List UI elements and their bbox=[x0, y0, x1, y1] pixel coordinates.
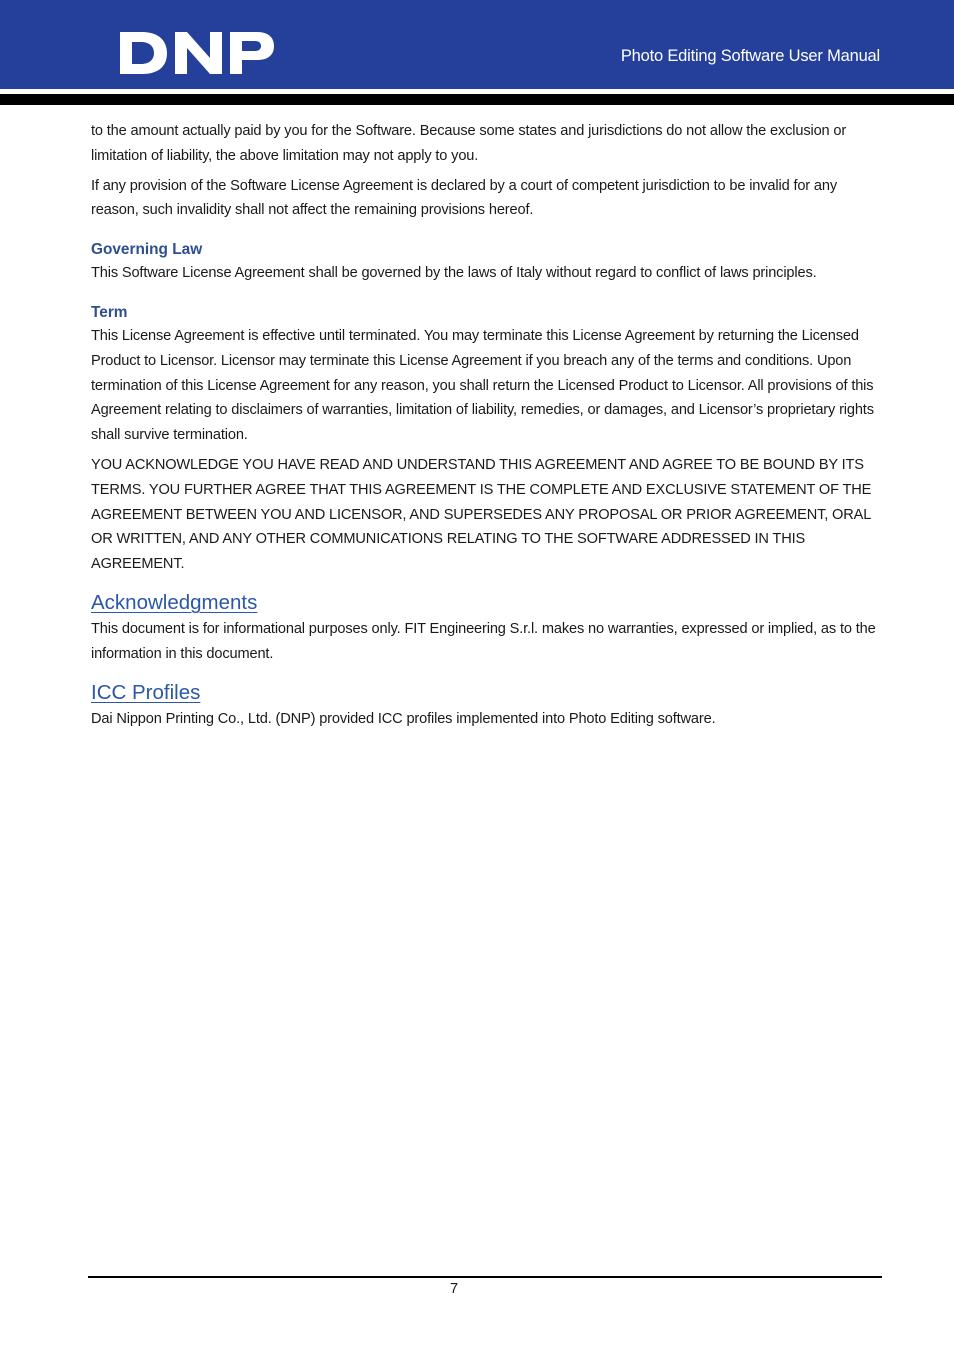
page-header bbox=[0, 0, 954, 89]
page-content bbox=[91, 119, 881, 736]
paragraph-severability: If any provision of the Software License Agreement is declared by a court of competent jurisdiction to be invalid for any reason, such invalidity shall not affect the remaining provisions hereof. bbox=[91, 177, 838, 219]
paragraph-icc-profiles: Dai Nippon Printing Co., Ltd. (DNP) provided ICC profiles implemented into Photo Editing software. bbox=[91, 710, 716, 727]
paragraph-acknowledgments: This document is for informational purposes only. FIT Engineering S.r.l. makes no warranties, expressed or implied, as to the information in this document. bbox=[91, 620, 876, 662]
heading-governing-law: Governing Law bbox=[91, 241, 203, 259]
paragraph-liability: to the amount actually paid by you for the Software. Because some states and jurisdictions do not allow the exclusion or limitation of liability, the above limitation may not apply to you. bbox=[91, 123, 847, 164]
heading-icc-profiles[interactable]: ICC Profiles bbox=[91, 680, 201, 704]
paragraph-governing-law: This Software License Agreement shall be governed by the laws of Italy without regard to conflict of laws principles. bbox=[91, 265, 817, 282]
footer-divider bbox=[88, 1276, 882, 1278]
heading-term: Term bbox=[91, 303, 128, 321]
heading-acknowledgments[interactable]: Acknowledgments bbox=[91, 590, 258, 614]
paragraph-term: This License Agreement is effective until terminated. You may terminate this License Agreement by returning the Licensed Product to Licensor. Licensor may terminate this License Agreement if you breach any of the terms and conditions. Upon termination of this License Agreement for any reason, you shall return the Licensed Product to Licensor. All provisions of this Agreement relating to disclaimers of warranties, limitation of liability, remedies, or damages, and Licensor’s proprietary rights shall survive termination. bbox=[91, 327, 874, 444]
document-title: Photo Editing Software User Manual bbox=[620, 47, 880, 65]
header-divider-thin bbox=[0, 89, 954, 93]
page-number: 7 bbox=[449, 1281, 459, 1297]
header-divider-thick bbox=[0, 94, 954, 105]
paragraph-acknowledge-caps: YOU ACKNOWLEDGE YOU HAVE READ AND UNDERSTAND THIS AGREEMENT AND AGREE TO BE BOUND BY ITS TERMS. YOU FURTHER AGREE THAT THIS AGREEMENT IS THE COMPLETE AND EXCLUSIVE STATEMENT OF THE AGREEMENT BETWEEN YOU AND LICENSOR, AND SUPERSEDES ANY PROPOSAL OR PRIOR AGREEMENT, ORAL OR WRITTEN, AND ANY OTHER COMMUNICATIONS RELATING TO THE SOFTWARE ADDRESSED IN THIS AGREEMENT. bbox=[91, 456, 872, 573]
dnp-logo bbox=[118, 28, 276, 78]
